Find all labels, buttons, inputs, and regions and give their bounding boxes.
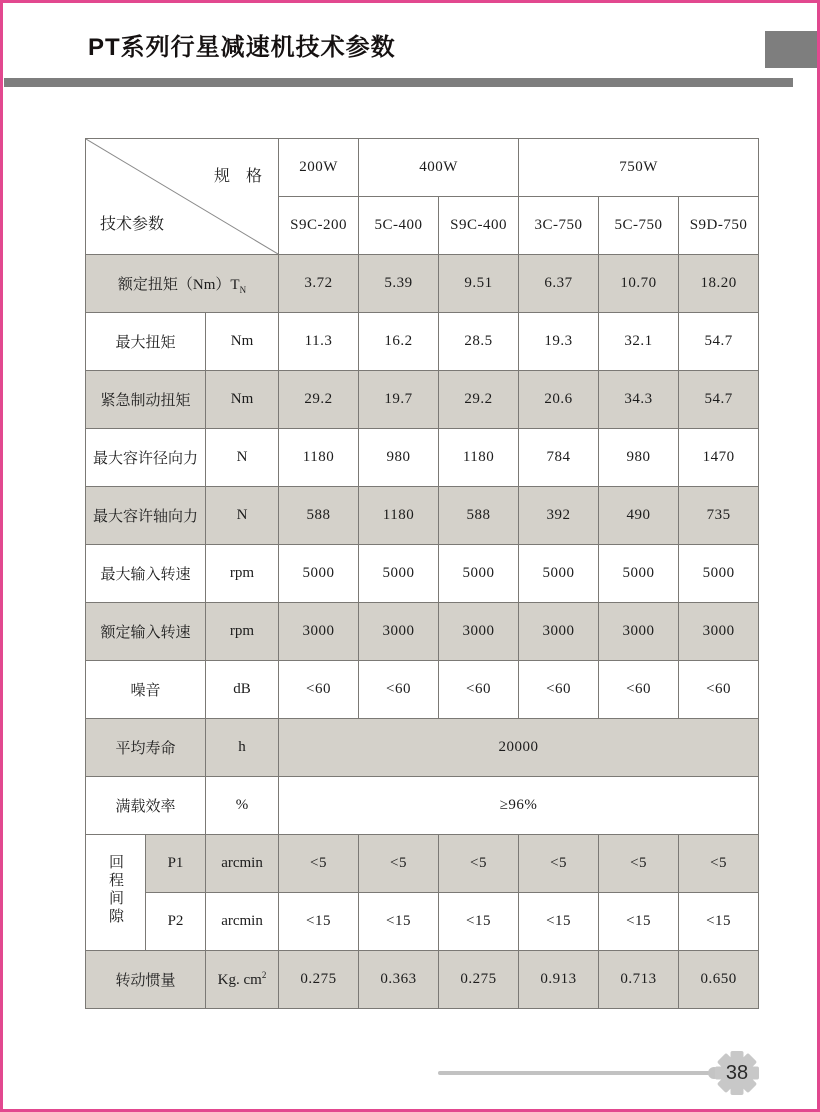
- value-cell: 588: [439, 487, 519, 545]
- model-header: 5C-750: [599, 197, 679, 255]
- backlash-group-label: [86, 835, 146, 951]
- row-label: P2: [146, 893, 206, 951]
- value-cell: 29.2: [279, 371, 359, 429]
- model-header: 3C-750: [519, 197, 599, 255]
- value-cell: <60: [279, 661, 359, 719]
- table-row-average-life: [86, 719, 759, 777]
- table-row-axial-force: [86, 487, 759, 545]
- value-cell: 5000: [279, 545, 359, 603]
- unit-cell: dB: [206, 661, 279, 719]
- unit-cell: [206, 951, 279, 1009]
- merged-value-cell: 20000: [279, 719, 759, 777]
- row-label: 最大容许轴向力: [86, 487, 206, 545]
- unit-cell: h: [206, 719, 279, 777]
- value-cell: 32.1: [599, 313, 679, 371]
- value-cell: 11.3: [279, 313, 359, 371]
- model-header: S9D-750: [679, 197, 759, 255]
- value-cell: 980: [359, 429, 439, 487]
- table-row-backlash-p1: [86, 835, 759, 893]
- value-cell: <15: [279, 893, 359, 951]
- unit-cell: %: [206, 777, 279, 835]
- value-cell: 0.713: [599, 951, 679, 1009]
- value-cell: 735: [679, 487, 759, 545]
- value-cell: 0.275: [439, 951, 519, 1009]
- value-cell: 588: [279, 487, 359, 545]
- value-cell: <60: [519, 661, 599, 719]
- row-label: 紧急制动扭矩: [86, 371, 206, 429]
- value-cell: <5: [279, 835, 359, 893]
- row-label: 最大输入转速: [86, 545, 206, 603]
- header-corner-block: [765, 31, 817, 68]
- table-corner-cell: [86, 139, 279, 255]
- value-cell: <15: [359, 893, 439, 951]
- row-label: 最大容许径向力: [86, 429, 206, 487]
- value-cell: 490: [599, 487, 679, 545]
- row-label: 额定输入转速: [86, 603, 206, 661]
- power-group-header: 750W: [519, 139, 759, 197]
- unit-cell: N: [206, 487, 279, 545]
- value-cell: <15: [519, 893, 599, 951]
- value-cell: 1180: [439, 429, 519, 487]
- unit-text: Kg. cm: [217, 972, 262, 988]
- value-cell: <5: [599, 835, 679, 893]
- unit-cell: Nm: [206, 371, 279, 429]
- value-cell: 1470: [679, 429, 759, 487]
- value-cell: 3000: [679, 603, 759, 661]
- row-label-text: 额定扭矩（Nm）T: [117, 276, 240, 293]
- table-row-efficiency: [86, 777, 759, 835]
- value-cell: <60: [359, 661, 439, 719]
- value-cell: 16.2: [359, 313, 439, 371]
- value-cell: 19.3: [519, 313, 599, 371]
- table-header-row-power: [86, 139, 759, 197]
- value-cell: <60: [439, 661, 519, 719]
- page-title: PT系列行星减速机技术参数: [88, 34, 396, 61]
- value-cell: 34.3: [599, 371, 679, 429]
- value-cell: 20.6: [519, 371, 599, 429]
- footer-rule-line: [438, 1071, 711, 1075]
- value-cell: 0.650: [679, 951, 759, 1009]
- spec-table: [85, 138, 759, 1009]
- backlash-group-label-text: 回程间隙: [107, 854, 123, 926]
- value-cell: 0.913: [519, 951, 599, 1009]
- value-cell: 5000: [599, 545, 679, 603]
- table-row-rated-torque: [86, 255, 759, 313]
- row-label-subscript: N: [239, 284, 247, 295]
- corner-param-label: 技术参数: [100, 216, 165, 233]
- table-row-max-input-speed: [86, 545, 759, 603]
- value-cell: 5000: [359, 545, 439, 603]
- unit-cell: rpm: [206, 603, 279, 661]
- row-label: 平均寿命: [86, 719, 206, 777]
- value-cell: 980: [599, 429, 679, 487]
- row-label: 满载效率: [86, 777, 206, 835]
- unit-cell: arcmin: [206, 835, 279, 893]
- value-cell: <5: [519, 835, 599, 893]
- unit-cell: Nm: [206, 313, 279, 371]
- value-cell: 10.70: [599, 255, 679, 313]
- row-label: P1: [146, 835, 206, 893]
- value-cell: 3000: [279, 603, 359, 661]
- value-cell: 0.275: [279, 951, 359, 1009]
- unit-superscript: 2: [261, 970, 267, 980]
- table-row-radial-force: [86, 429, 759, 487]
- table-row-backlash-p2: [86, 893, 759, 951]
- table-row-brake-torque: [86, 371, 759, 429]
- table-row-noise: [86, 661, 759, 719]
- value-cell: 5000: [519, 545, 599, 603]
- value-cell: <60: [599, 661, 679, 719]
- row-label: 转动惯量: [86, 951, 206, 1009]
- value-cell: 5.39: [359, 255, 439, 313]
- model-header: 5C-400: [359, 197, 439, 255]
- value-cell: <15: [599, 893, 679, 951]
- model-header: S9C-200: [279, 197, 359, 255]
- table-row-rated-input-speed: [86, 603, 759, 661]
- value-cell: 3000: [519, 603, 599, 661]
- row-label: 最大扭矩: [86, 313, 206, 371]
- value-cell: 5000: [439, 545, 519, 603]
- value-cell: 5000: [679, 545, 759, 603]
- power-group-header: 400W: [359, 139, 519, 197]
- row-label: [86, 255, 279, 313]
- value-cell: 3000: [359, 603, 439, 661]
- table-row-inertia: [86, 951, 759, 1009]
- power-group-header: 200W: [279, 139, 359, 197]
- value-cell: <5: [679, 835, 759, 893]
- value-cell: 0.363: [359, 951, 439, 1009]
- row-label: 噪音: [86, 661, 206, 719]
- title-underline-bar: [4, 78, 793, 87]
- value-cell: 54.7: [679, 371, 759, 429]
- value-cell: <15: [439, 893, 519, 951]
- value-cell: 18.20: [679, 255, 759, 313]
- value-cell: 9.51: [439, 255, 519, 313]
- model-header: S9C-400: [439, 197, 519, 255]
- corner-spec-label: 规 格: [214, 168, 263, 185]
- value-cell: 3.72: [279, 255, 359, 313]
- value-cell: <60: [679, 661, 759, 719]
- value-cell: 1180: [359, 487, 439, 545]
- value-cell: <5: [439, 835, 519, 893]
- value-cell: <5: [359, 835, 439, 893]
- value-cell: 784: [519, 429, 599, 487]
- value-cell: 392: [519, 487, 599, 545]
- unit-cell: arcmin: [206, 893, 279, 951]
- unit-cell: rpm: [206, 545, 279, 603]
- value-cell: 29.2: [439, 371, 519, 429]
- merged-value-cell: ≥96%: [279, 777, 759, 835]
- table-row-max-torque: [86, 313, 759, 371]
- unit-cell: N: [206, 429, 279, 487]
- value-cell: 3000: [599, 603, 679, 661]
- page-number: 38: [725, 1061, 749, 1084]
- value-cell: <15: [679, 893, 759, 951]
- page-number-badge: [713, 1049, 761, 1097]
- value-cell: 54.7: [679, 313, 759, 371]
- value-cell: 28.5: [439, 313, 519, 371]
- value-cell: 1180: [279, 429, 359, 487]
- value-cell: 6.37: [519, 255, 599, 313]
- diagonal-divider: [86, 139, 278, 254]
- value-cell: 3000: [439, 603, 519, 661]
- value-cell: 19.7: [359, 371, 439, 429]
